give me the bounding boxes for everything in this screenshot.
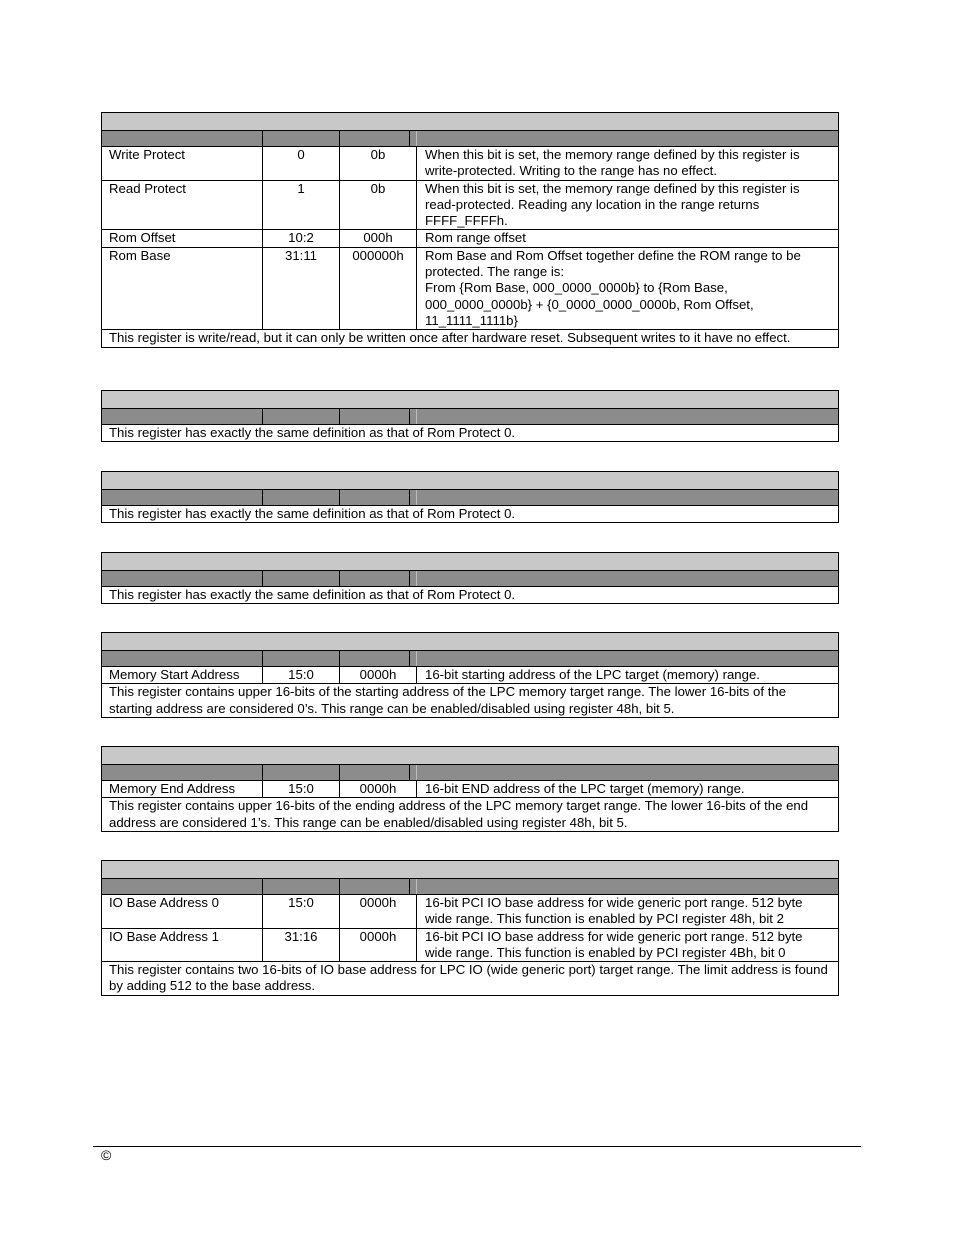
table-note: This register contains upper 16-bits of the ending address of the LPC memory target range. The lower 16-bits of the end address are considered 1’s. This range can be enabled/disabled using register 48h, bit 5. bbox=[102, 798, 839, 832]
description-line: Rom Base and Rom Offset together define the ROM range to be protected. The range is: bbox=[425, 247, 801, 280]
table-header-row bbox=[102, 879, 839, 895]
table-note-row bbox=[102, 587, 839, 604]
field-bits: 15:0 bbox=[263, 895, 340, 929]
table-row bbox=[102, 928, 839, 962]
field-name: Rom Base bbox=[102, 247, 263, 329]
field-description: 16-bit starting address of the LPC target (memory) range. bbox=[417, 667, 839, 684]
table-note: This register has exactly the same definition as that of Rom Protect 0. bbox=[102, 425, 839, 442]
table-note-row bbox=[102, 798, 839, 832]
field-default: 0000h bbox=[340, 781, 417, 798]
field-default: 0b bbox=[340, 180, 417, 230]
table-title-bar bbox=[102, 553, 839, 571]
table-row bbox=[102, 147, 839, 181]
field-name: Rom Offset bbox=[102, 230, 263, 247]
field-name: IO Base Address 1 bbox=[102, 928, 263, 962]
table-note-row bbox=[102, 506, 839, 523]
field-description: 16-bit PCI IO base address for wide generic port range. 512 byte wide range. This function is enabled by PCI register 4Bh, bit 0 bbox=[417, 928, 839, 962]
field-name: Memory End Address bbox=[102, 781, 263, 798]
table-title-bar bbox=[102, 747, 839, 765]
field-bits: 31:11 bbox=[263, 247, 340, 329]
table-row bbox=[102, 230, 839, 247]
table-header-row bbox=[102, 409, 839, 425]
memory-end-address-table bbox=[101, 746, 839, 832]
table-row bbox=[102, 247, 839, 329]
field-description: When this bit is set, the memory range defined by this register is read-protected. Reading any location in the range returns FFFF_FFFFh. bbox=[417, 180, 839, 230]
field-bits: 0 bbox=[263, 147, 340, 181]
table-note-row bbox=[102, 962, 839, 996]
field-default: 000h bbox=[340, 230, 417, 247]
field-bits: 31:16 bbox=[263, 928, 340, 962]
table-title-bar bbox=[102, 633, 839, 651]
memory-start-address-table bbox=[101, 632, 839, 718]
table-note: This register is write/read, but it can only be written once after hardware reset. Subsequent writes to it have no effect. bbox=[102, 330, 839, 347]
rom-protect-3-table bbox=[101, 552, 839, 604]
table-header-row bbox=[102, 131, 839, 147]
table-row bbox=[102, 781, 839, 798]
field-bits: 15:0 bbox=[263, 781, 340, 798]
field-name: Write Protect bbox=[102, 147, 263, 181]
field-bits: 15:0 bbox=[263, 667, 340, 684]
table-row bbox=[102, 180, 839, 230]
table-header-row bbox=[102, 765, 839, 781]
field-description: 16-bit END address of the LPC target (memory) range. bbox=[417, 781, 839, 798]
field-default: 0000h bbox=[340, 895, 417, 929]
field-name: Read Protect bbox=[102, 180, 263, 230]
table-title-bar bbox=[102, 861, 839, 879]
field-name: IO Base Address 0 bbox=[102, 895, 263, 929]
table-row bbox=[102, 895, 839, 929]
field-bits: 1 bbox=[263, 180, 340, 230]
field-description: 16-bit PCI IO base address for wide generic port range. 512 byte wide range. This function is enabled by PCI register 48h, bit 2 bbox=[417, 895, 839, 929]
field-description: When this bit is set, the memory range defined by this register is write-protected. Writing to the range has no effect. bbox=[417, 147, 839, 181]
table-header-row bbox=[102, 651, 839, 667]
field-bits: 10:2 bbox=[263, 230, 340, 247]
field-description bbox=[417, 247, 839, 329]
table-header-row bbox=[102, 571, 839, 587]
table-header-row bbox=[102, 490, 839, 506]
rom-protect-2-table bbox=[101, 471, 839, 523]
description-line: From {Rom Base, 000_0000_0000b} to {Rom Base, 000_0000_0000b} + {0_0000_0000_0000b, Rom Offset, 11_1111_1111b} bbox=[425, 280, 754, 328]
field-default: 0000h bbox=[340, 928, 417, 962]
footer-divider bbox=[93, 1146, 861, 1147]
field-name: Memory Start Address bbox=[102, 667, 263, 684]
table-title-bar bbox=[102, 113, 839, 131]
table-note: This register contains two 16-bits of IO base address for LPC IO (wide generic port) target range. The limit address is found by adding 512 to the base address. bbox=[102, 962, 839, 996]
table-note: This register contains upper 16-bits of the starting address of the LPC memory target range. The lower 16-bits of the starting address are considered 0’s. This range can be enabled/disabled using register 48h, bit 5. bbox=[102, 684, 839, 718]
table-row bbox=[102, 667, 839, 684]
table-note-row bbox=[102, 330, 839, 347]
wide-generic-io-port-table bbox=[101, 860, 839, 996]
table-note: This register has exactly the same definition as that of Rom Protect 0. bbox=[102, 587, 839, 604]
table-note-row bbox=[102, 425, 839, 442]
field-description: Rom range offset bbox=[417, 230, 839, 247]
table-title-bar bbox=[102, 391, 839, 409]
field-default: 0b bbox=[340, 147, 417, 181]
table-note-row bbox=[102, 684, 839, 718]
rom-protect-0-table bbox=[101, 112, 839, 348]
rom-protect-1-table bbox=[101, 390, 839, 442]
table-title-bar bbox=[102, 472, 839, 490]
footer-copyright: © bbox=[101, 1147, 112, 1163]
field-default: 000000h bbox=[340, 247, 417, 329]
table-note: This register has exactly the same definition as that of Rom Protect 0. bbox=[102, 506, 839, 523]
field-default: 0000h bbox=[340, 667, 417, 684]
